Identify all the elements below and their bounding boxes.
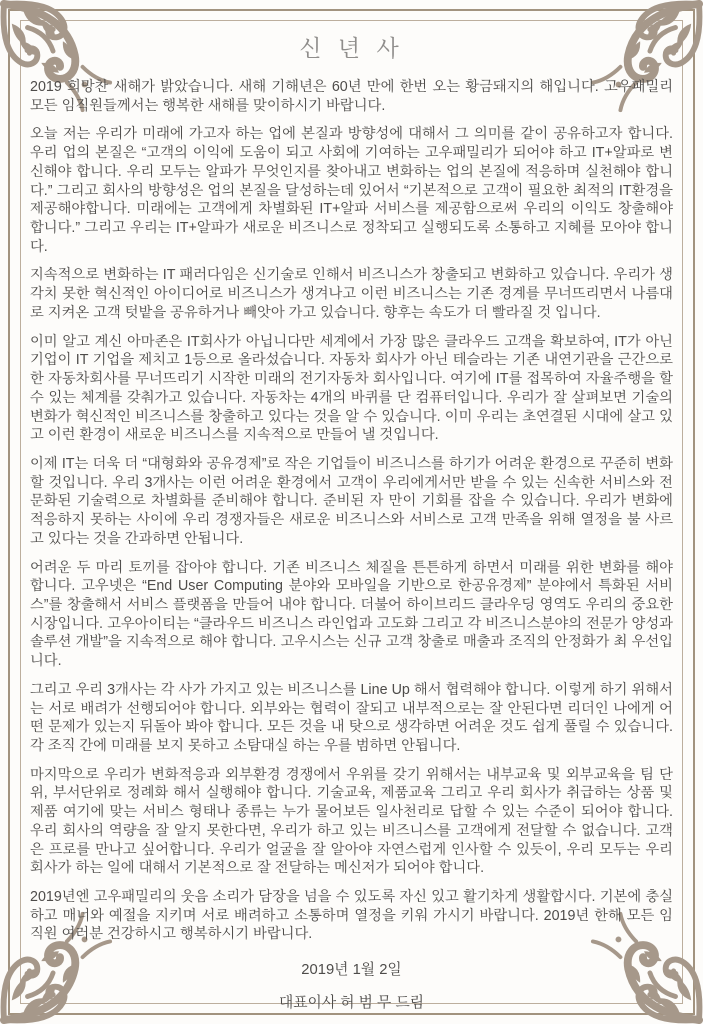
signature-line: 대표이사 허 범 무 드림 [278, 995, 425, 1012]
paragraph-education: 마지막으로 우리가 변화적응과 외부환경 경쟁에서 우위를 갖기 위해서는 내부교육 및 외부교육을 팀 단위, 부서단위로 정례화 해서 실행해야 합니다. 기술교육, 제품교육 그리고 우리 회사가 취급하는 상품 및 제품 여기에 맞는 서비스 형태나 종류는 누가 물어보든 일사천리로 답할 수 있는 수준이 되어야 합니다. 우리 회사의 역량을 잘 알지 못한다면, 우리가 하고 있는 비즈니스를 고객에게 전달할 수 없습니다. 고객은 프로를 만나고 싶어합니다. 우리가 얼굴을 잘 알아야 자연스럽게 인사할 수 있듯이, 우리 모두는 우리 회사가 하는 일에 대해서 기본적으로 잘 전달하는 메신저가 되어야 합니다. [30, 766, 673, 877]
paragraph-greeting: 2019 희망찬 새해가 밝았습니다. 새해 기해년은 60년 만에 한번 오는 황금돼지의 해입니다. 고우패밀리 모든 임직원들께서는 행복한 새해를 맞이하시기 바랍니다. [30, 79, 673, 114]
paragraph-it-paradigm: 지속적으로 변화하는 IT 패러다임은 신기술로 인해서 비즈니스가 창출되고 변화하고 있습니다. 우리가 생각치 못한 혁신적인 아이디어로 비즈니스가 생겨나고 이런 비즈니스는 기존 경계를 무너뜨리면서 나름대로 지켜온 고객 텃밭을 공유하거나 빼앗아 가고 있습니다. 향후는 속도가 더 빨라질 것 입니다. [30, 267, 673, 321]
letter-content [30, 22, 673, 1012]
date-line: 2019년 1월 2일 [301, 962, 402, 979]
paragraph-closing: 2019년엔 고우패밀리의 웃음 소리가 담장을 넘을 수 있도록 자신 있고 활기차게 생활합시다. 기본에 충실하고 매너와 예절을 지키며 서로 배려하고 소통하며 열정을 키워 가시기 바랍니다. 2019년 한해 모든 임직원 여러분 건강하시고 행복하시기 바랍니다. [30, 889, 673, 943]
paragraph-lineup-cooperation: 그리고 우리 3개사는 각 사가 가지고 있는 비즈니스를 Line Up 해서 협력해야 합니다. 이렇게 하기 위해서는 서로 배려가 선행되어야 합니다. 외부와는 협력이 잘되고 내부적으로는 잘 안된다면 리더인 나에게 어떤 문제가 있는지 뒤돌아 봐야 합니다. 모든 것을 내 탓으로 생각하면 어려운 것도 쉽게 풀릴 수 있습니다. 각 조직 간에 미래를 보지 못하고 소탐대실 하는 우를 범하면 안됩니다. [30, 681, 673, 754]
paragraph-business-essence: 오늘 저는 우리가 미래에 가고자 하는 업에 본질과 방향성에 대해서 그 의미를 같이 공유하고자 합니다. 우리 업의 본질은 “고객의 이익에 도움이 되고 사회에 기여하는 고우패밀리가 되어야 하고 IT+알파로 변신해야 합니다. 우리 모두는 알파가 무엇인지를 찾아내고 변화하는 업의 본질에 적응하며 실천해야 합니다.” 그리고 회사의 방향성은 업의 본질을 달성하는데 있어서 “기본적으로 고객이 필요한 최적의 IT환경을 제공해야합니다. 미래에는 고객에게 차별화된 IT+알파 서비스를 제공함으로써 우리의 이익도 창출해야 합니다.” 그리고 우리는 IT+알파가 새로운 비즈니스로 정착되고 실행되도록 소통하고 지혜를 모아야 합니다. [30, 126, 673, 255]
paragraph-sharing-economy: 이제 IT는 더욱 더 “대형화와 공유경제”로 작은 기업들이 비즈니스를 하기가 어려운 환경으로 꾸준히 변화 할 것입니다. 우리 3개사는 이런 어려운 환경에서 고객이 우리에게서만 받을 수 있는 신속한 서비스와 전문화된 기술력으로 차별화를 준비해야 합니다. 준비된 자 만이 기회를 잡을 수 있습니다. 우리가 변화에 적응하지 못하는 사이에 우리 경쟁자들은 새로운 비즈니스와 서비스로 고객 만족을 위해 열정을 불 사르고 있다는 것을 간과하면 안됩니다. [30, 455, 673, 547]
paragraph-amazon-tesla: 이미 알고 계신 아마존은 IT회사가 아닙니다만 세계에서 가장 많은 클라우드 고객을 확보하여, IT가 아닌 기업이 IT 기업을 제치고 1등으로 올라섰습니다. 자동차 회사가 아닌 테슬라는 기존 내연기관을 근간으로 한 자동차회사를 무너뜨리기 시작한 미래의 전기자동차 회사입니다. 여기에 IT를 접목하여 자율주행을 할 수 있는 체계를 갖춰가고 있습니다. 자동차는 4개의 바퀴를 단 컴퓨터입니다. 우리가 잘 살펴보면 기술의 변화가 혁신적인 비즈니스를 창출하고 있다는 것을 알 수 있습니다. 이미 우리는 초연결된 시대에 살고 있고 이런 환경이 새로운 비즈니스를 지속적으로 만들어 낼 것입니다. [30, 333, 673, 444]
page-title: 신 년 사 [299, 35, 404, 61]
paragraph-two-rabbits: 어려운 두 마리 토끼를 잡아야 합니다. 기존 비즈니스 체질을 튼튼하게 하면서 미래를 위한 변화를 해야 합니다. 고우넷은 “End User Computing 분야와 모바일을 기반으로 한공유경제” 분야에서 특화된 서비스”를 창출해서 서비스 플랫폼을 만들어 내야 합니다. 더불어 하이브리드 클라우딩 영역도 우리의 중요한 시장입니다. 고우아이티는 “클라우드 비즈니스 라인업과 고도화 그리고 각 비즈니스분야의 전문가 양성과 솔루션 개발”을 지속적으로 해야 합니다. 고우시스는 신규 고객 창출로 매출과 조직의 안정화가 최 우선입니다. [30, 559, 673, 670]
